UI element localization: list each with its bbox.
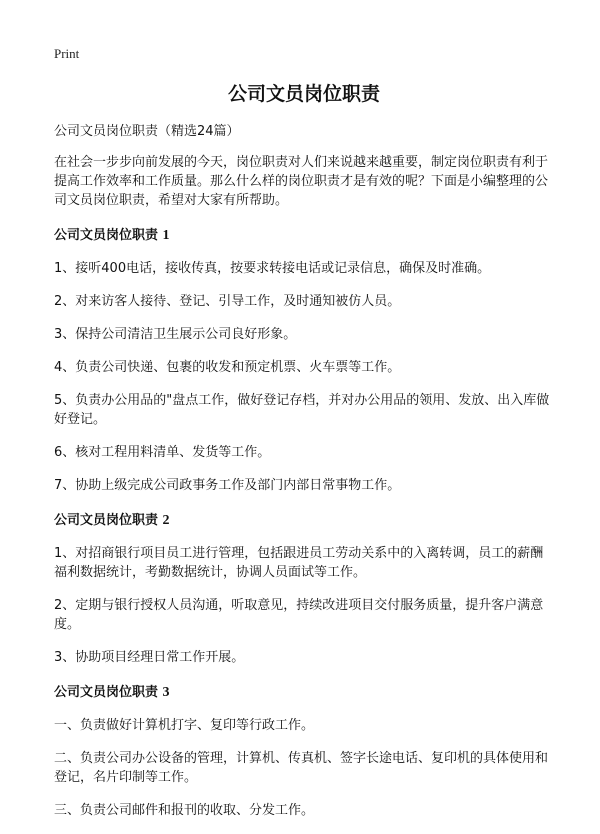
section-3 [54, 683, 554, 820]
list-item: 2、对来访客人接待、登记、引导工作，及时通知被仿人员。 [54, 294, 401, 309]
document-subtitle: 公司文员岗位职责（精选24篇） [54, 124, 240, 139]
print-link[interactable]: Print [54, 46, 80, 61]
section-1 [54, 226, 554, 495]
list-item: 1、接听400电话，接收传真，按要求转接电话或记录信息，确保及时准确。 [54, 261, 491, 276]
list-item: 7、协助上级完成公司政事务工作及部门内部日常事物工作。 [54, 478, 401, 493]
section-heading: 公司文员岗位职责 1 [54, 228, 170, 243]
section-heading: 公司文员岗位职责 2 [54, 513, 170, 528]
document-page [54, 80, 554, 834]
list-item: 3、保持公司清洁卫生展示公司良好形象。 [54, 327, 297, 342]
intro-paragraph: 在社会一步步向前发展的今天，岗位职责对人们来说越来越重要，制定岗位职责有利于提高工作效率和工作质量。那么什么样的岗位职责才是有效的呢？下面是小编整理的公司文员岗位职责，希望对大家有所帮助。 [54, 155, 549, 208]
list-item: 3、协助项目经理日常工作开展。 [54, 650, 245, 665]
list-item: 二、负责公司办公设备的管理，计算机、传真机、签字长途电话、复印机的具体使用和登记，名片印制等工作。 [54, 751, 549, 785]
list-item: 1、对招商银行项目员工进行管理，包括跟进员工劳动关系中的入离转调，员工的薪酬福利数据统计，考勤数据统计，协调人员面试等工作。 [54, 546, 544, 580]
list-item: 2、定期与银行授权人员沟通，听取意见，持续改进项目交付服务质量，提升客户满意度。 [54, 598, 544, 632]
section-2 [54, 511, 554, 667]
list-item: 三、负责公司邮件和报刊的收取、分发工作。 [54, 803, 315, 818]
list-item: 4、负责公司快递、包裹的收发和预定机票、火车票等工作。 [54, 360, 401, 375]
list-item: 6、核对工程用料清单、发货等工作。 [54, 445, 271, 460]
section-heading: 公司文员岗位职责 3 [54, 685, 170, 700]
page-title: 公司文员岗位职责 [227, 83, 380, 105]
list-item: 一、负责做好计算机打字、复印等行政工作。 [54, 718, 315, 733]
list-item: 5、负责办公用品的"盘点工作，做好登记存档，并对办公用品的领用、发放、出入库做好登记。 [54, 393, 550, 427]
